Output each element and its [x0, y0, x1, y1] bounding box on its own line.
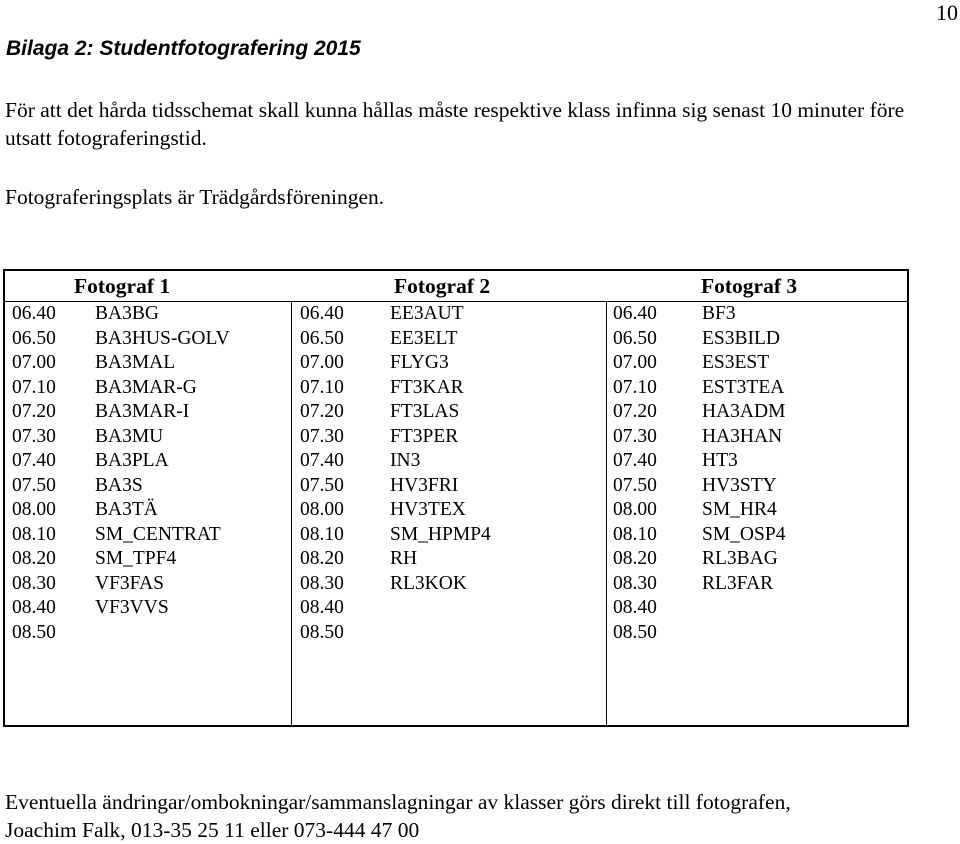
slot-time: 08.00	[12, 499, 56, 520]
schedule-row	[613, 596, 907, 621]
schedule-row	[300, 400, 602, 425]
slot-time: 08.10	[613, 523, 657, 545]
photo-schedule-table	[3, 269, 909, 727]
slot-time: 07.50	[12, 474, 56, 496]
schedule-row	[12, 376, 288, 401]
slot-time: 07.00	[613, 352, 657, 373]
schedule-row	[613, 572, 907, 597]
slot-class: SM_HR4	[702, 499, 777, 520]
schedule-row	[300, 425, 602, 450]
footer-note	[5, 788, 955, 844]
slot-class: BA3MAR-G	[95, 376, 197, 398]
slot-class: BF3	[702, 303, 736, 324]
schedule-row	[12, 474, 288, 499]
schedule-row	[613, 474, 907, 499]
schedule-row	[613, 351, 907, 376]
schedule-row	[300, 572, 602, 597]
slot-class: SM_HPMP4	[390, 523, 491, 545]
slot-class: BA3MU	[95, 425, 164, 447]
schedule-row	[12, 327, 288, 352]
intro-paragraph: För att det hårda tidsschemat skall kunna hållas måste respektive klass infinna sig senast 10 minuter före utsatt fotograferingstid.	[5, 98, 905, 150]
slot-class: ES3EST	[702, 352, 770, 373]
slot-time: 08.30	[12, 572, 56, 594]
schedule-row	[12, 400, 288, 425]
slot-time: 07.10	[300, 376, 344, 398]
schedule-row	[300, 621, 602, 646]
schedule-row	[12, 596, 288, 621]
slot-time: 07.40	[12, 450, 56, 471]
slot-time: 07.50	[300, 474, 344, 496]
schedule-row	[12, 351, 288, 376]
slot-class: BA3MAR-I	[95, 401, 190, 422]
schedule-row	[613, 498, 907, 523]
slot-class: BA3HUS-GOLV	[95, 327, 230, 349]
photographer-3-column	[613, 302, 907, 725]
slot-class: BA3TÄ	[95, 499, 158, 520]
slot-time: 07.30	[300, 425, 344, 447]
column-divider	[291, 301, 292, 725]
slot-class: HV3TEX	[390, 499, 466, 520]
slot-class: HV3FRI	[390, 474, 459, 496]
slot-class: IN3	[390, 450, 421, 471]
slot-class: RL3KOK	[390, 572, 467, 594]
slot-time: 07.20	[613, 401, 657, 422]
slot-time: 08.20	[613, 548, 657, 569]
schedule-row	[300, 498, 602, 523]
photographer-1-column	[12, 302, 288, 725]
schedule-row	[300, 376, 602, 401]
schedule-row	[12, 547, 288, 572]
schedule-row	[300, 523, 602, 548]
schedule-row	[613, 523, 907, 548]
slot-time: 07.30	[613, 425, 657, 447]
schedule-row	[12, 498, 288, 523]
photographer-2-title: Fotograf 2	[394, 274, 491, 298]
schedule-row	[12, 621, 288, 646]
schedule-row	[300, 547, 602, 572]
slot-time: 07.10	[613, 376, 657, 398]
slot-class: SM_TPF4	[95, 548, 177, 569]
schedule-row	[613, 425, 907, 450]
slot-class: VF3FAS	[95, 572, 165, 594]
location-paragraph: Fotograferingsplats är Trädgårdsföreningen.	[5, 185, 385, 209]
photographer-2-column	[300, 302, 602, 725]
slot-class: BA3S	[95, 474, 143, 496]
slot-time: 08.30	[300, 572, 344, 594]
slot-time: 07.00	[12, 352, 56, 373]
slot-time: 08.40	[613, 597, 657, 618]
slot-class: FLYG3	[390, 352, 449, 373]
slot-time: 08.30	[613, 572, 657, 594]
photographer-3-title: Fotograf 3	[701, 274, 798, 298]
slot-class: HT3	[702, 450, 738, 471]
schedule-row	[613, 400, 907, 425]
schedule-row	[300, 302, 602, 327]
slot-time: 06.40	[12, 303, 56, 324]
slot-time: 07.40	[613, 450, 657, 471]
schedule-row	[300, 596, 602, 621]
slot-time: 08.10	[300, 523, 344, 545]
slot-time: 07.50	[613, 474, 657, 496]
slot-class: VF3VVS	[95, 597, 169, 618]
photographer-1-title: Fotograf 1	[74, 274, 171, 298]
footer-line-2: Joachim Falk, 013-35 25 11 eller 073-444 47 00	[5, 818, 420, 842]
schedule-row	[300, 474, 602, 499]
slot-class: HV3STY	[702, 474, 777, 496]
slot-class: EST3TEA	[702, 376, 785, 398]
slot-time: 06.50	[613, 327, 657, 349]
schedule-row	[300, 327, 602, 352]
slot-class: HA3HAN	[702, 425, 783, 447]
schedule-row	[613, 449, 907, 474]
slot-time: 06.50	[300, 327, 344, 349]
schedule-row	[12, 523, 288, 548]
slot-time: 08.00	[300, 499, 344, 520]
slot-time: 08.50	[12, 621, 56, 643]
schedule-header-row	[5, 271, 907, 302]
column-divider	[606, 301, 607, 725]
slot-class: FT3PER	[390, 425, 459, 447]
slot-class: ES3BILD	[702, 327, 780, 349]
slot-class: SM_CENTRAT	[95, 523, 221, 545]
page-heading: Bilaga 2: Studentfotografering 2015	[6, 37, 361, 60]
slot-time: 08.40	[300, 597, 344, 618]
footer-line-1: Eventuella ändringar/ombokningar/sammanslagningar av klasser görs direkt till fotografen,	[5, 790, 791, 814]
schedule-row	[613, 327, 907, 352]
slot-time: 07.00	[300, 352, 344, 373]
schedule-row	[12, 449, 288, 474]
schedule-row	[12, 302, 288, 327]
slot-class: FT3LAS	[390, 401, 460, 422]
slot-time: 08.20	[300, 548, 344, 569]
slot-time: 07.10	[12, 376, 56, 398]
slot-time: 06.50	[12, 327, 56, 349]
slot-class: RL3BAG	[702, 548, 778, 569]
slot-class: BA3BG	[95, 303, 159, 324]
schedule-row	[12, 572, 288, 597]
slot-class: BA3MAL	[95, 352, 176, 373]
slot-time: 07.40	[300, 450, 344, 471]
slot-time: 08.40	[12, 597, 56, 618]
slot-time: 08.50	[300, 621, 344, 643]
slot-time: 08.10	[12, 523, 56, 545]
schedule-row	[613, 302, 907, 327]
schedule-row	[613, 376, 907, 401]
schedule-row	[613, 547, 907, 572]
slot-class: RL3FAR	[702, 572, 774, 594]
slot-class: HA3ADM	[702, 401, 786, 422]
slot-class: FT3KAR	[390, 376, 464, 398]
slot-class: RH	[390, 548, 418, 569]
slot-class: SM_OSP4	[702, 523, 786, 545]
slot-time: 08.20	[12, 548, 56, 569]
slot-class: EE3AUT	[390, 303, 464, 324]
schedule-row	[613, 621, 907, 646]
slot-time: 08.00	[613, 499, 657, 520]
page-number: 10	[936, 0, 958, 25]
schedule-row	[12, 425, 288, 450]
slot-time: 07.20	[300, 401, 344, 422]
schedule-row	[300, 449, 602, 474]
slot-time: 06.40	[613, 303, 657, 324]
schedule-row	[300, 351, 602, 376]
slot-time: 06.40	[300, 303, 344, 324]
slot-class: EE3ELT	[390, 327, 458, 349]
slot-class: BA3PLA	[95, 450, 169, 471]
slot-time: 08.50	[613, 621, 657, 643]
slot-time: 07.20	[12, 401, 56, 422]
slot-time: 07.30	[12, 425, 56, 447]
